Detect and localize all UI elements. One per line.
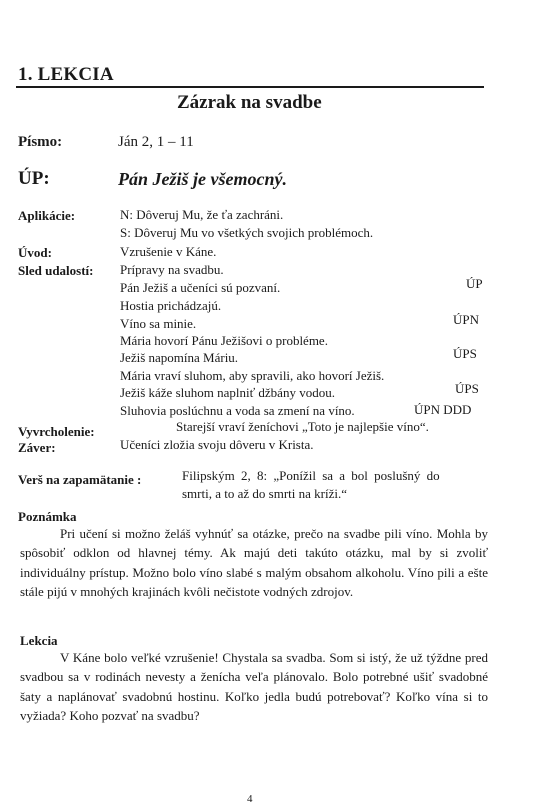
climax-value: Starejší vraví ženíchovi „Toto je najlepšie víno“. [176,419,429,434]
sequence-label: Sled udalostí: [18,263,94,278]
memory-verse-line: Filipským 2, 8: „Ponížil sa a bol poslušný do [182,468,440,483]
lesson-text: V Káne bolo veľké vzrušenie! Chystala sa svadba. Som si istý, že už týždne pred svadbou sa v rodinách nevesty a ženícha veľa plánovalo. Bolo potrebné ušiť svadobné šaty a naplánovať svadobnú hostinu. Koľko jedla budú potrebovať? Koľko vína si to vyžiada? Koho pozvať na svadbu? [20,650,488,724]
event-item: Prípravy na svadbu. [120,262,224,277]
event-item: Mária vraví sluhom, aby spravili, ako hovorí Ježiš. [120,368,385,383]
application-item: S: Dôveruj Mu vo všetkých svojich problémoch. [120,225,374,240]
event-mark: ÚPN DDD [414,402,472,417]
up-value: Pán Ježiš je všemocný. [118,169,287,189]
event-item: Víno sa minie. [120,316,197,331]
event-mark: ÚP [466,276,483,291]
climax-label: Vyvrcholenie: [18,424,95,439]
lesson-heading: Lekcia [20,633,58,648]
event-item: Pán Ježiš a učeníci sú pozvaní. [120,280,281,295]
event-mark: ÚPN [453,312,480,327]
applications-label: Aplikácie: [18,208,76,223]
event-item: Ježiš káže sluhom naplniť džbány vodou. [120,385,335,400]
conclusion-value: Učeníci zložia svoju dôveru v Krista. [120,437,314,452]
event-item: Mária hovorí Pánu Ježišovi o probléme. [120,333,328,348]
intro-label: Úvod: [18,245,52,260]
lesson-title: Zázrak na svadbe [177,92,322,113]
page-number: 4 [247,793,253,805]
application-item: N: Dôveruj Mu, že ťa zachráni. [120,207,284,222]
scripture-label: Písmo: [18,134,63,150]
event-item: Hostia prichádzajú. [120,298,222,313]
memory-verse-label: Verš na zapamätanie : [18,472,142,487]
memory-verse-line: smrti, a to až do smrti na kríži.“ [182,486,347,501]
note-text: Pri učení si možno želáš vyhnúť sa otázke, prečo na svadbe pili víno. Mohla by spôsobiť odklon od hlavnej témy. Ak majú deti takúto otázku, mal by si zvoliť individuálny prístup. Možno bolo víno slabé s malým obsahom alkoholu. Víno pili a ešte stále pijú v mnohých krajinách kvôli nečistote vodných zdrojov. [20,526,488,600]
event-mark: ÚPS [455,381,479,396]
event-item: Sluhovia poslúchnu a voda sa zmení na víno. [120,403,355,418]
lesson-paragraph [20,648,488,726]
up-label: ÚP: [18,168,50,189]
note-paragraph [20,524,488,602]
event-mark: ÚPS [453,346,477,361]
lesson-number: 1. LEKCIA [18,64,114,85]
scripture-value: Ján 2, 1 – 11 [118,134,194,150]
note-heading: Poznámka [18,509,77,524]
conclusion-label: Záver: [18,440,56,455]
intro-value: Vzrušenie v Káne. [120,244,217,259]
event-item: Ježiš napomína Máriu. [120,350,239,365]
header-rule [16,86,484,88]
